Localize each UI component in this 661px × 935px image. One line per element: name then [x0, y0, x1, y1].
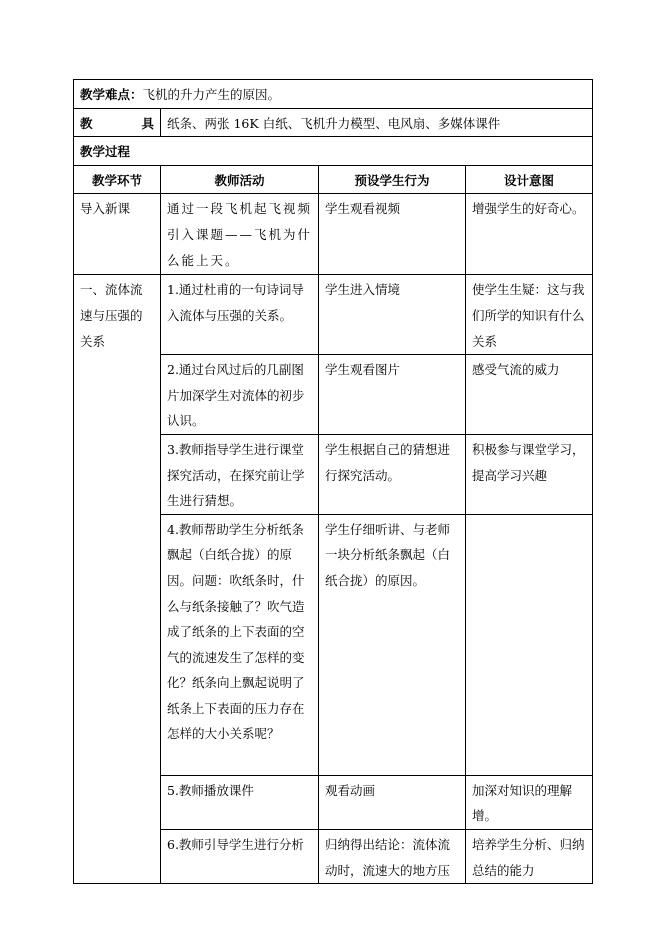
tools-row [74, 108, 593, 137]
lesson-plan-table [73, 79, 593, 884]
intent-cell: 加深对知识的理解增。 [466, 775, 593, 829]
student-cell: 学生进入情境 [319, 275, 466, 355]
difficulty-label: 教学难点： [80, 87, 143, 102]
student-cell: 学生观看图片 [319, 355, 466, 435]
difficulty-text: 飞机的升力产生的原因。 [142, 87, 281, 102]
header-student: 预设学生行为 [319, 165, 466, 194]
teacher-cell: 4.教师帮助学生分析纸条飘起（白纸合拢）的原因。问题：吹纸条时，什么与纸条接触了？吹气造成了纸条的上下表面的空气的流速发生了怎样的变化？纸条向上飘起说明了纸条上下表面的压力存在怎样的大小关系呢？ [161, 514, 319, 775]
teacher-cell: 通过一段飞机起飞视频引入课题——飞机为什么能上天。 [161, 194, 319, 275]
intent-cell: 使学生生疑：这与我们所学的知识有什么关系 [466, 275, 593, 355]
stage-cell: 导入新课 [74, 194, 161, 275]
header-intent: 设计意图 [466, 165, 593, 194]
intent-cell: 感受气流的威力 [466, 355, 593, 435]
stage-cell: 一、流体流速与压强的关系 [74, 275, 161, 884]
teacher-cell: 6.教师引导学生进行分析 [161, 829, 319, 883]
teacher-cell: 3.教师指导学生进行课堂探究活动，在探究前让学生进行猜想。 [161, 434, 319, 514]
intent-cell: 积极参与课堂学习，提高学习兴趣 [466, 434, 593, 514]
header-teacher: 教师活动 [161, 165, 319, 194]
student-cell: 观看动画 [319, 775, 466, 829]
teacher-cell: 5.教师播放课件 [161, 775, 319, 829]
difficulty-row [74, 80, 593, 109]
student-cell: 学生观看视频 [319, 194, 466, 275]
intent-cell: 增强学生的好奇心。 [466, 194, 593, 275]
intent-cell: 培养学生分析、归纳总结的能力 [466, 829, 593, 883]
header-row [74, 165, 593, 194]
student-cell: 学生仔细听讲、与老师一块分析纸条飘起（白纸合拢）的原因。 [319, 514, 466, 775]
process-title: 教学过程 [74, 137, 593, 166]
student-cell: 归纳得出结论：流体流动时，流速大的地方压 [319, 829, 466, 883]
intent-cell [466, 514, 593, 775]
teacher-cell: 1.通过杜甫的一句诗词导入流体与压强的关系。 [161, 275, 319, 355]
table-row [74, 275, 593, 355]
tools-text: 纸条、两张 16K 白纸、飞机升力模型、电风扇、多媒体课件 [161, 108, 593, 137]
teacher-cell: 2.通过台风过后的几副图片加深学生对流体的初步认识。 [161, 355, 319, 435]
student-cell: 学生根据自己的猜想进行探究活动。 [319, 434, 466, 514]
table-row [74, 194, 593, 275]
tools-label: 教 具 [80, 115, 154, 131]
process-title-row [74, 137, 593, 166]
header-stage: 教学环节 [74, 165, 161, 194]
